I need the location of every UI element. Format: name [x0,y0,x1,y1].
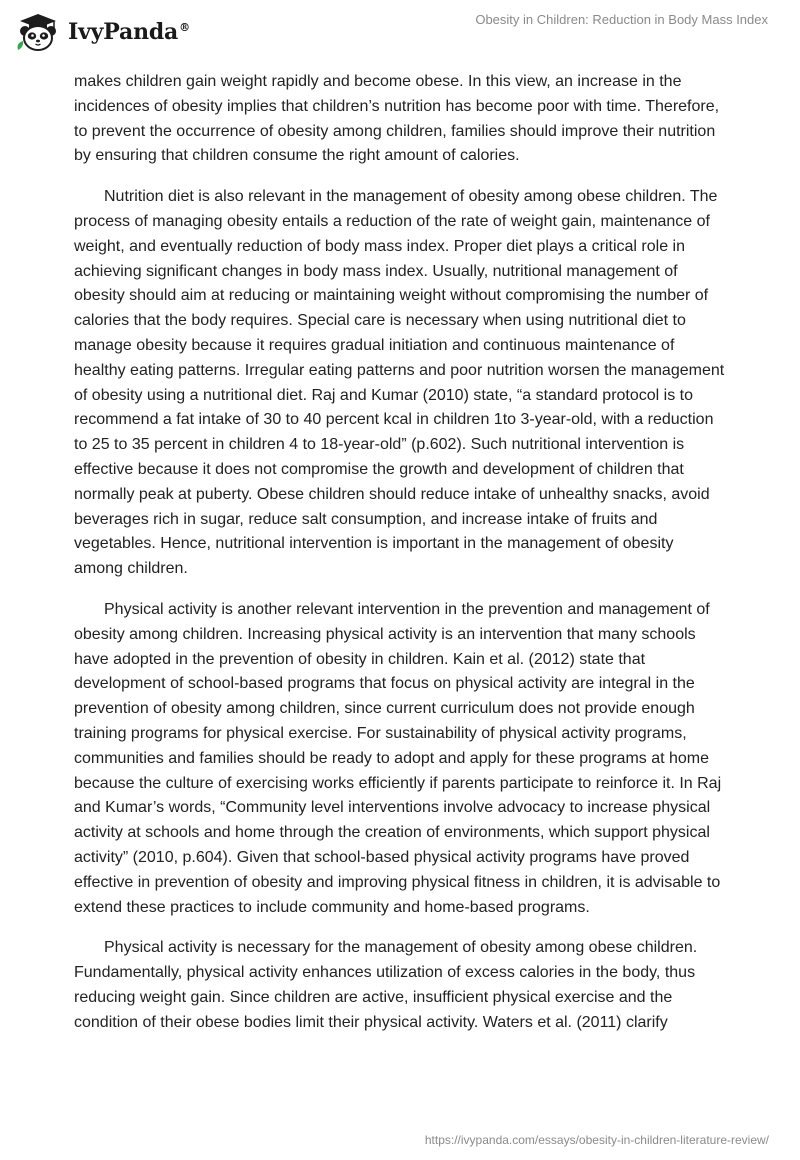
ivypanda-logo[interactable] [14,12,190,52]
essay-body [74,70,726,1051]
page-header [0,0,800,70]
source-url-link[interactable]: https://ivypanda.com/essays/obesity-in-children-literature-review/ [424,1133,769,1147]
paragraph: makes children gain weight rapidly and become obese. In this view, an increase in the incidences of obesity implies that children’s nutrition has become poor with time. Therefore, to prevent the occurrence of obesity among children, families should improve their nutrition by ensuring that children consume the right amount of calories. [74,73,720,165]
document-title: Obesity in Children: Reduction in Body Mass Index [475,12,768,27]
panda-graduate-icon [14,12,62,52]
paragraph: Nutrition diet is also relevant in the management of obesity among obese children. The process of managing obesity entails a reduction of the rate of weight gain, maintenance of weight, and eventually reduction of body mass index. Proper diet plays a critical role in achieving significant changes in body mass index. Usually, nutritional management of obesity should aim at reducing or maintaining weight without compromising the number of calories that the body requires. Special care is necessary when using nutritional diet to manage obesity because it requires gradual initiation and continuous maintenance of healthy eating patterns. Irregular eating patterns and poor nutrition worsen the management of obesity using a nutritional diet. Raj and Kumar (2010) state, “a standard protocol is to recommend a fat intake of 30 to 40 percent kcal in children 1to 3-year-old, with a reduction to 25 to 35 percent in children 4 to 18-year-old” (p.602). Such nutritional intervention is effective because it does not compromise the growth and development of children that normally peak at puberty. Obese children should reduce intake of unhealthy snacks, avoid beverages rich in sugar, reduce salt consumption, and increase intake of fruits and vegetables. Hence, nutritional intervention is important in the management of obesity among children. [74,188,725,578]
paragraph: Physical activity is another relevant intervention in the prevention and management of obesity among children. Increasing physical activity is an intervention that many schools have adopted in the prevention of obesity in children. Kain et al. (2012) state that development of school-based programs that focus on physical activity are integral in the prevention of obesity among children, since current curriculum does not provide enough training programs for physical exercise. For sustainability of physical activity programs, communities and families should be ready to adopt and apply for these programs at home because the culture of exercising works efficiently if parents participate to reinforce it. In Raj and Kumar’s words, “Community level interventions involve advocacy to increase physical activity at schools and home through the creation of environments, which support physical activity” (2010, p.604). Given that school-based physical activity programs have proved effective in prevention of obesity and improving physical fitness in children, it is advisable to extend these practices to include community and home-based programs. [74,600,722,916]
paragraph: Physical activity is necessary for the management of obesity among obese children. Fundamentally, physical activity enhances utilization of excess calories in the body, thus reducing weight gain. Since children are active, insufficient physical exercise and the condition of their obese bodies limit their physical activity. Waters et al. (2011) clarify [74,939,698,1031]
brand-name: IvyPanda® [68,19,190,45]
